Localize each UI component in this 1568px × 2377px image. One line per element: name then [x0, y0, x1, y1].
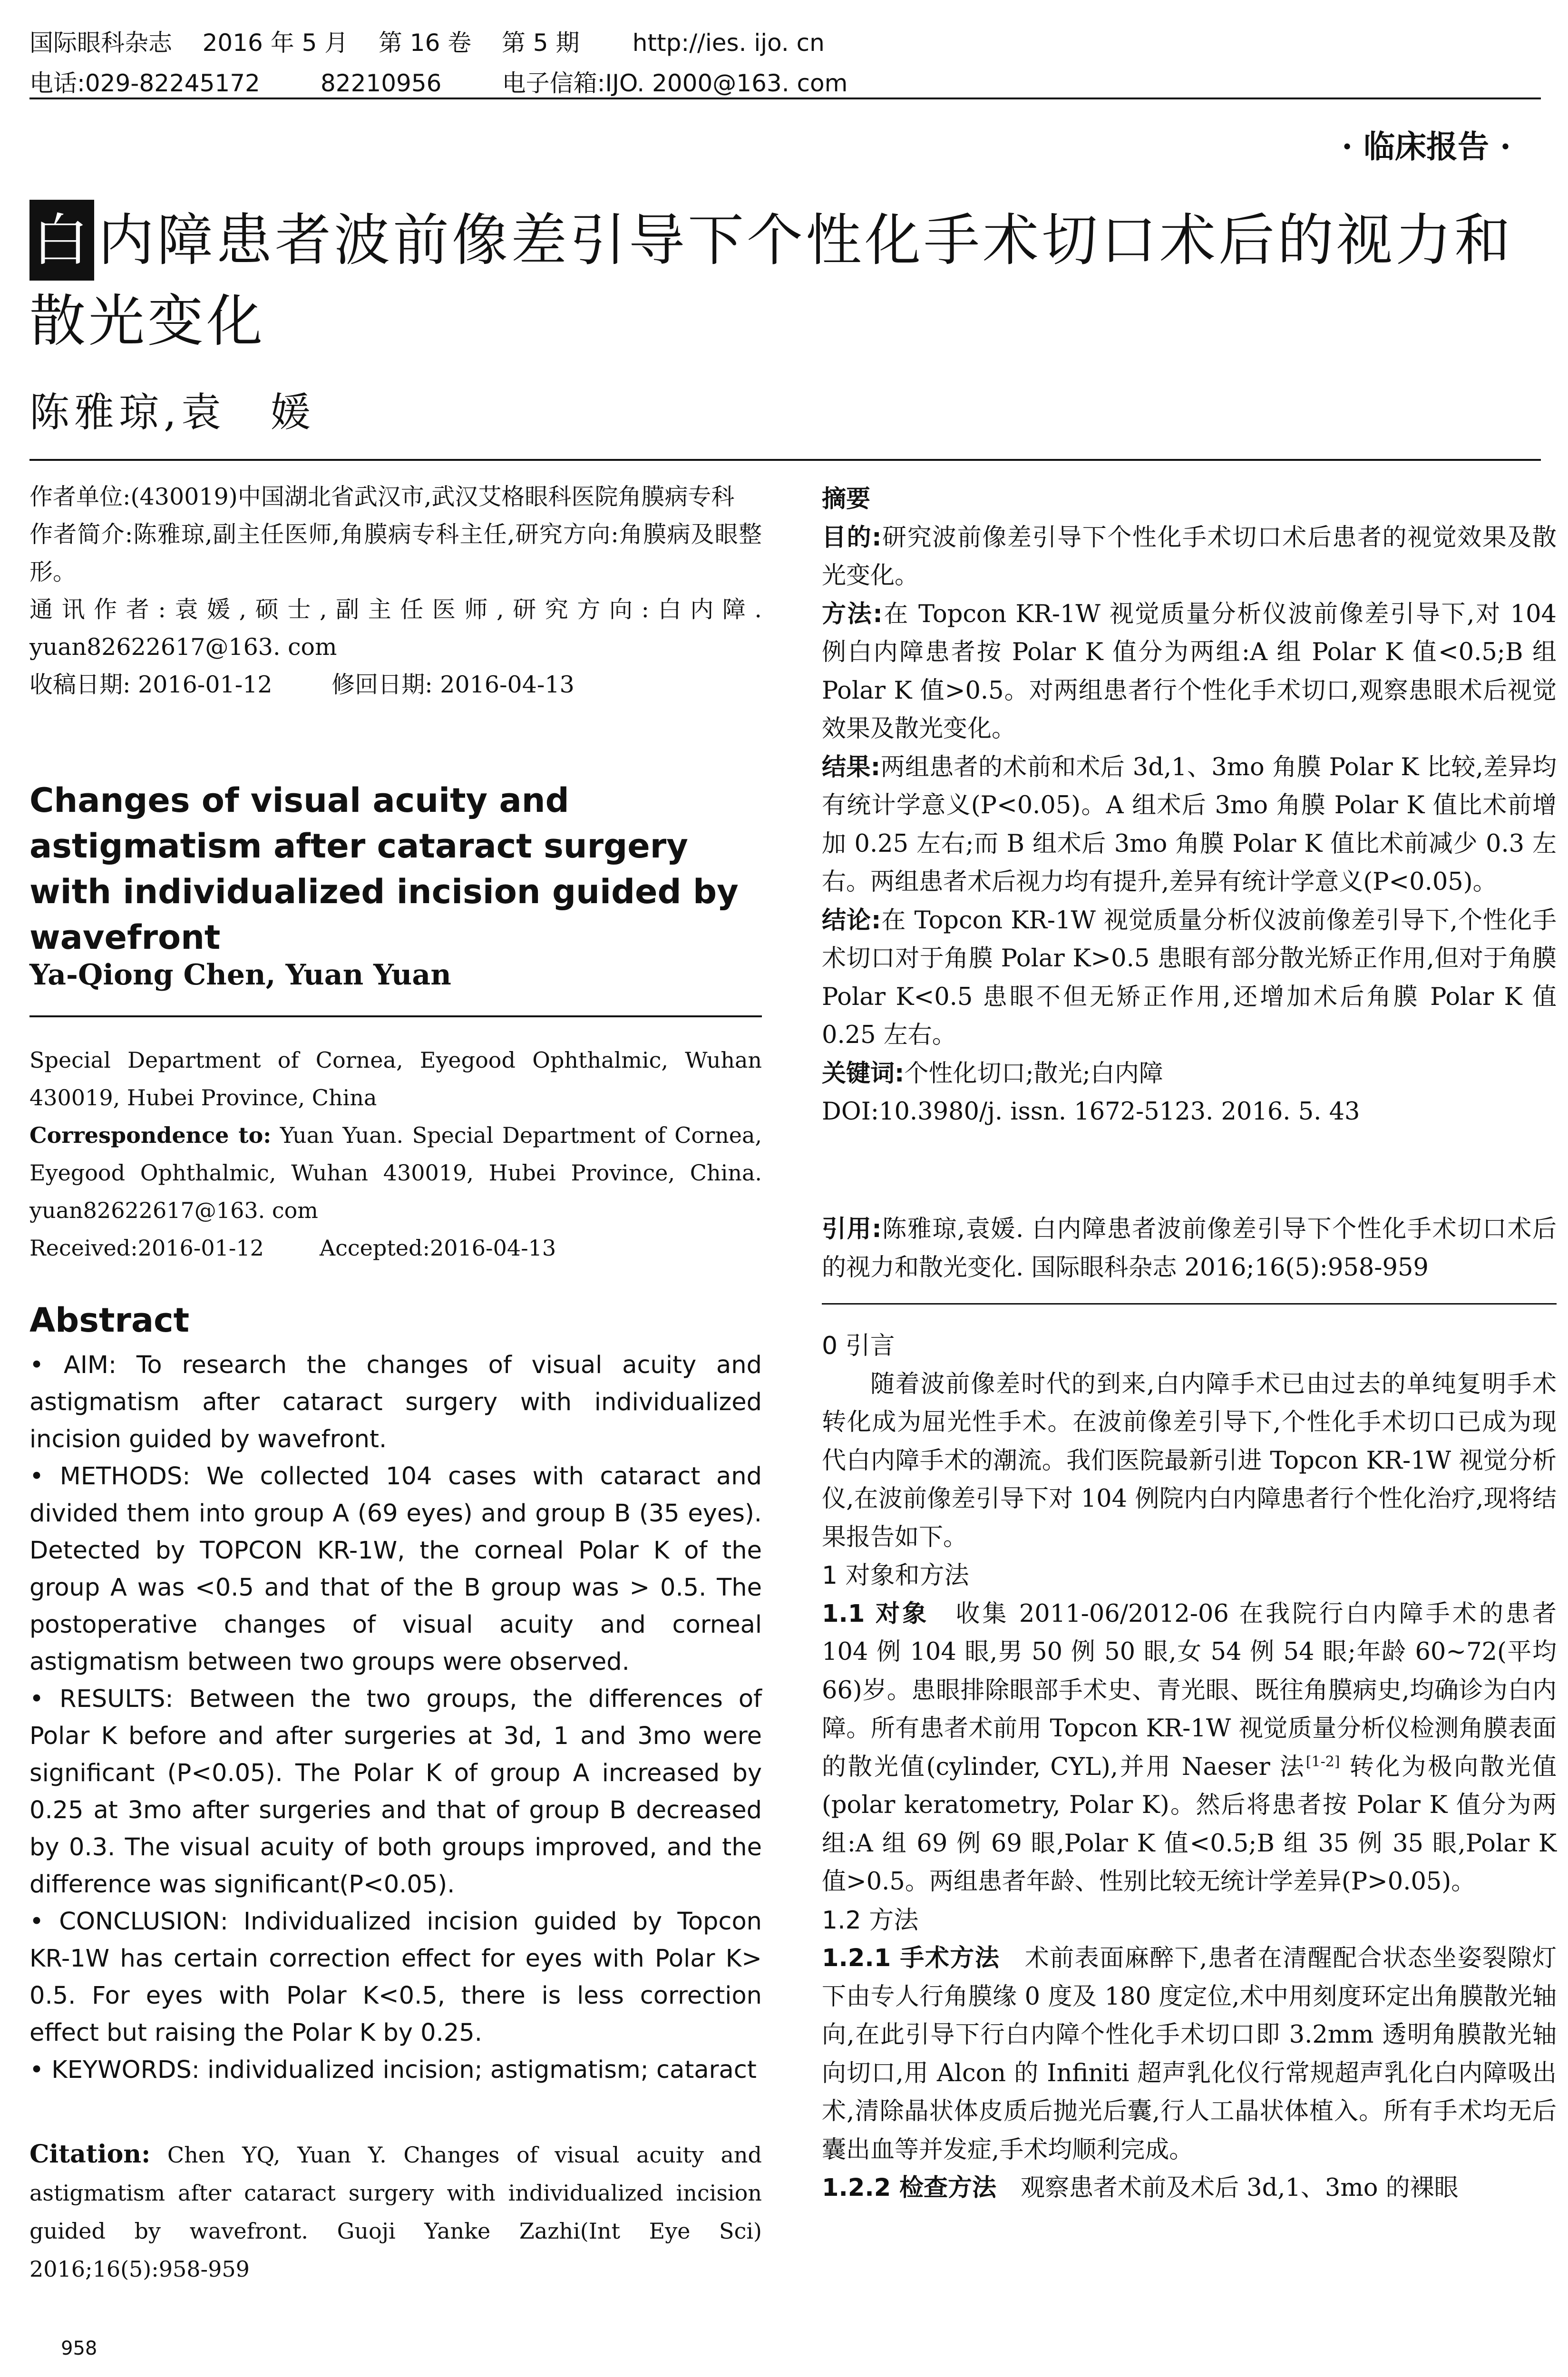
english-affiliation: Special Department of Cornea, Eyegood Ophthalmic, Wuhan 430019, Hubei Province, China	[29, 1047, 762, 1111]
intro-heading: 0 引言	[822, 1332, 895, 1360]
journal-header-line-1: 国际眼科杂志 2016 年 5 月 第 16 卷 第 5 期 http://ies. ijo. cn	[29, 29, 825, 57]
section-1-1-text-a: 收集 2011-06/2012-06 在我院行白内障手术的患者 104 例 104 眼,男 50 例 50 眼,女 54 例 54 眼;年龄 60~72(平均 66)岁。患眼排除眼部手术史、青光眼、既往角膜病史,均确诊为白内障。所有患者术前用 Topcon KR-1W 视觉质量分析仪检测角膜表面的散光值(cylinder, CYL),并用 Naeser 法	[822, 1599, 1557, 1781]
page-number: 958	[61, 2338, 97, 2359]
abstract-methods-zh	[822, 595, 1557, 749]
section-1-2-2-paragraph	[822, 2169, 1557, 2208]
section-1-2-heading: 1.2 方法	[822, 1906, 919, 1935]
keywords-text: 个性化切口;散光;白内障	[904, 1059, 1163, 1088]
methods-label: 方法:	[822, 600, 883, 628]
correspondence-text: Yuan Yuan. Special Department of Cornea, Eyegood Ophthalmic, Wuhan 430019, Hubei Province, China. yuan82622617@163. com	[29, 1122, 762, 1223]
citation-text: Chen YQ, Yuan Y. Changes of visual acuity and astigmatism after cataract surgery with individualized incision guided by wavefront. Guoji Yanke Zazhi(Int Eye Sci) 2016;16(5):958-959	[29, 2142, 762, 2282]
abstract-results: • RESULTS: Between the two groups, the differences of Polar K before and after surgeries at 3d, 1 and 3mo were significant (P<0.05). The Polar K of group A increased by 0.25 at 3mo after surgeries and that of group B decreased by 0.3. The visual acuity of both groups improved, and the difference was significant(P<0.05).	[29, 1685, 762, 1899]
section-1-1-text-b: 转化为极向散光值(polar keratometry, Polar K)。然后将患者按 Polar K 值分为两组:A 组 69 例 69 眼,Polar K 值<0.5;B 组 35 例 35 眼,Polar K 值>0.5。两组患者年龄、性别比较无统计学差异(P>0.05)。	[822, 1753, 1557, 1896]
authors-zh: 陈雅琼,袁 媛	[29, 389, 315, 436]
section-1-2-1-label: 1.2.1 手术方法	[822, 1944, 1000, 1972]
citation-label: Citation:	[29, 2140, 151, 2169]
article-body	[822, 1327, 1557, 2208]
english-authors-rule	[29, 1015, 762, 1017]
section-1-2-2-text: 观察患者术前及术后 3d,1、3mo 的裸眼	[996, 2174, 1459, 2202]
english-affiliation-block	[29, 1042, 762, 1267]
section-1-2-1-text: 术前表面麻醉下,患者在清醒配合状态坐姿裂隙灯下由专人行角膜缘 0 度及 180 度定位,术中用刻度环定出角膜散光轴向,在此引导下行白内障个性化手术切口即 3.2mm 透明角膜散光轴向切口,用 Alcon 的 Infiniti 超声乳化仪行常规超声乳化白内障吸出术,清除晶状体皮质后抛光后囊,行人工晶状体植入。所有手术均无后囊出血等并发症,手术均顺利完成。	[822, 1944, 1557, 2164]
results-label: 结果:	[822, 753, 881, 781]
section-label: · 临床报告 ·	[1342, 128, 1511, 165]
section-1-2-1-paragraph	[822, 1939, 1557, 2169]
abstract-heading: Abstract	[29, 1301, 190, 1340]
header-rule	[29, 97, 1541, 99]
journal-header-line-2: 电话:029-82245172 82210956 电子信箱:IJO. 2000@163. com	[29, 69, 848, 97]
abstract-results-zh	[822, 749, 1557, 902]
intro-paragraph: 随着波前像差时代的到来,白内障手术已由过去的单纯复明手术转化成为屈光性手术。在波前像差引导下,个性化手术切口已成为现代白内障手术的潮流。我们医院最新引进 Topcon KR-1W 视觉分析仪,在波前像差引导下对 104 例院内白内障患者行个性化治疗,现将结果报告如下。	[822, 1370, 1557, 1551]
results-text: 两组患者的术前和术后 3d,1、3mo 角膜 Polar K 比较,差异均有统计学意义(P<0.05)。A 组术后 3mo 角膜 Polar K 值比术前增加 0.25 左右;而 B 组术后 3mo 角膜 Polar K 值比术前减少 0.3 左右。两组患者术后视力均有提升,差异有统计学意义(P<0.05)。	[822, 753, 1557, 896]
correspondence-label: Correspondence to:	[29, 1122, 272, 1148]
abstract-purpose-zh	[822, 519, 1557, 595]
abstract-keywords-zh	[822, 1055, 1557, 1093]
author-bio-zh: 作者简介:陈雅琼,副主任医师,角膜病专科主任,研究方向:角膜病及眼整形。	[29, 521, 762, 585]
abstract-aim: • AIM: To research the changes of visual acuity and astigmatism after cataract surgery with individualized incision guided by wavefront.	[29, 1351, 762, 1453]
chinese-citation	[822, 1210, 1557, 1287]
english-title: Changes of visual acuity and astigmatism after cataract surgery with individualized incision guided by wavefront	[29, 781, 739, 957]
abstract-body	[29, 1347, 762, 2089]
article-title	[29, 200, 1547, 361]
doi: DOI:10.3980/j. issn. 1672-5123. 2016. 5. 43	[822, 1098, 1360, 1126]
conclusion-text: 在 Topcon KR-1W 视觉质量分析仪波前像差引导下,个性化手术切口对于角膜 Polar K>0.5 患眼有部分散光矫正作用,但对于角膜 Polar K<0.5 患眼不但无矫正作用,还增加术后角膜 Polar K 值 0.25 左右。	[822, 906, 1557, 1049]
title-drop-cap: 白	[29, 200, 94, 281]
section-1-1-label: 1.1 对象	[822, 1599, 929, 1628]
english-correspondence	[29, 1117, 762, 1229]
title-text: 内障患者波前像差引导下个性化手术切口术后的视力和散光变化	[29, 207, 1514, 354]
reference-citation: [1-2]	[1305, 1753, 1340, 1770]
citation-rule	[822, 1303, 1557, 1305]
affiliation-zh: 作者单位:(430019)中国湖北省武汉市,武汉艾格眼科医院角膜病专科	[29, 483, 735, 510]
authors-rule	[29, 459, 1541, 461]
abstract-methods: • METHODS: We collected 104 cases with cataract and divided them into group A (69 eyes) and group B (35 eyes). Detected by TOPCON KR-1W, the corneal Polar K of the group A was <0.5 and that of the B group was > 0.5. The postoperative changes of visual acuity and corneal astigmatism between two groups were observed.	[29, 1462, 762, 1676]
chinese-abstract-heading: 摘要	[822, 485, 871, 513]
english-authors: Ya-Qiong Chen, Yuan Yuan	[29, 958, 451, 992]
keywords-label: 关键词:	[822, 1059, 905, 1088]
section-1-2-2-label: 1.2.2 检查方法	[822, 2174, 996, 2202]
purpose-label: 目的:	[822, 523, 882, 552]
abstract-keywords: • KEYWORDS: individualized incision; astigmatism; cataract	[29, 2056, 757, 2084]
cite-text: 陈雅琼,袁媛. 白内障患者波前像差引导下个性化手术切口术后的视力和散光变化. 国际眼科杂志 2016;16(5):958-959	[822, 1215, 1557, 1282]
methods-text: 在 Topcon KR-1W 视觉质量分析仪波前像差引导下,对 104 例白内障患者按 Polar K 值分为两组:A 组 Polar K 值<0.5;B 组 Polar K 值>0.5。对两组患者行个性化手术切口,观察患眼术后视觉效果及散光变化。	[822, 600, 1557, 743]
cite-label: 引用:	[822, 1215, 882, 1243]
english-citation	[29, 2135, 762, 2288]
author-info-block	[29, 478, 762, 703]
section-1-heading: 1 对象和方法	[822, 1561, 969, 1590]
abstract-conclusion-zh	[822, 902, 1557, 1055]
conclusion-label: 结论:	[822, 906, 881, 935]
section-1-1-paragraph	[822, 1595, 1557, 1901]
purpose-text: 研究波前像差引导下个性化手术切口术后患者的视觉效果及散光变化。	[822, 523, 1557, 590]
dates-zh: 收稿日期: 2016-01-12 修回日期: 2016-04-13	[29, 671, 575, 698]
abstract-conclusion: • CONCLUSION: Individualized incision guided by Topcon KR-1W has certain correction effect for eyes with Polar K> 0.5. For eyes with Polar K<0.5, there is less correction effect but raising the Polar K by 0.25.	[29, 1908, 762, 2047]
chinese-abstract	[822, 480, 1557, 1131]
correspondence-zh: 通讯作者:袁媛,硕士,副主任医师,研究方向:白内障. yuan82622617@163. com	[29, 596, 762, 661]
english-dates: Received:2016-01-12 Accepted:2016-04-13	[29, 1235, 556, 1261]
